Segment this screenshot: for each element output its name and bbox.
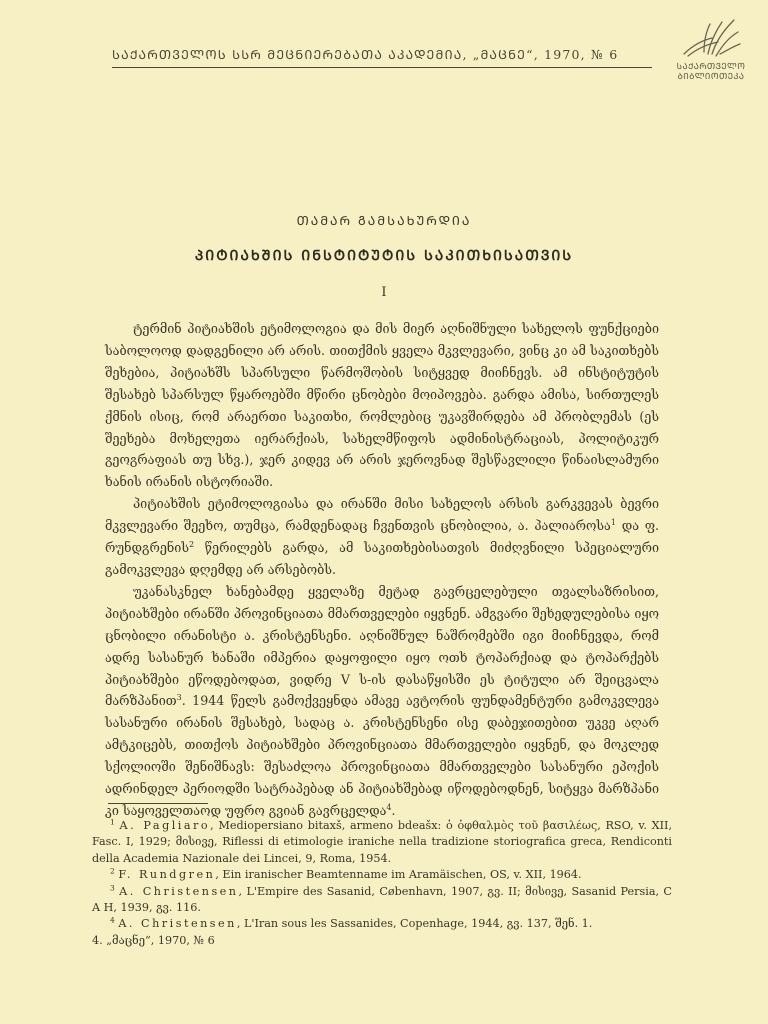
article-body xyxy=(105,318,659,822)
author-name: ᲗᲐᲛᲐᲠ ᲒᲐᲛᲡᲐᲮᲣᲠᲓᲘᲐ xyxy=(296,213,472,228)
footnote-3: $^3$ A. Christensen, L'Empire des Sasanid, Cøbenhavn, 1907, გვ. II; მისივე, Sasanid Persia, C A H, 1939, გვ. 116. xyxy=(92,882,672,915)
paragraph-2: პიტიახშის ეტიმოლოგიასა და ირანში მისი სახელოს არსის გარკვევას ბევრი მკვლევარი შეეხო, თუმცა, რამდენადაც ჩვენთვის ცნობილია, ა. პალიაროსა$^1$ და ფ. რუნდგრენის$^2$ წერილებს გარდა, ამ საკითხებისათვის მიძღვნილი სპეციალური გამოკვლევა დღემდე არ არსებობს. xyxy=(105,496,660,577)
logo-caption: ᲡᲐᲥᲐᲠᲗᲕᲔᲚᲝ ᲑᲘᲑᲚᲘᲝᲗᲔᲙᲐ xyxy=(676,62,746,82)
running-head: ᲡᲐᲥᲐᲠᲗᲕᲔᲚᲝᲡ ᲡᲡᲠ ᲛᲔᲪᲜᲘᲔᲠᲔᲑᲐᲗᲐ ᲐᲙᲐᲓᲔᲛᲘᲐ, „ᲛᲐᲪᲜᲔ“, 1970, № 6 xyxy=(112,47,619,62)
footnote-2: $^2$ F. Rundgren, Ein iranischer Beamtenname im Aramäischen, OS, v. XII, 1964. xyxy=(110,866,582,882)
footnote-rule xyxy=(108,803,208,804)
library-emblem-icon xyxy=(678,14,742,60)
article-title: ᲞᲘᲢᲘᲐᲮᲨᲘᲡ ᲘᲜᲡᲢᲘᲢᲣᲢᲘᲡ ᲡᲐᲙᲘᲗᲮᲘᲡᲐᲗᲕᲘᲡ xyxy=(194,248,574,264)
footnote-ref-3[interactable]: 3 xyxy=(176,693,182,703)
footnote-1: $^1$ A. Pagliaro, Mediopersiano bitaxš, armeno bdeašx: ὁ ὀφθαλμὸς τοῦ βασιλέως, RSO, v. XII, Fasc. I, 1929; მისივე, Riflessi di etimologie iraniche nella tradizione storiografica greca, Rendiconti della Academia Nazionale dei Lincei, 9, Roma, 1954. xyxy=(92,817,672,865)
header-rule xyxy=(112,67,652,68)
library-logo xyxy=(664,14,758,84)
paragraph-3: უკანასკნელ ხანებამდე ყველაზე მეტად გავრცელებული თვალსაზრისით, პიტიახშები ირანში პროვინციათა მმართველები იყვნენ. ამგვარი შეხედულებისა იყო ცნობილი ირანისტი ა. კრისტენსენი. აღნიშნულ ნაშრომებში იგი მიიჩნევდა, რომ ადრე სასანურ ხანაში იმპერია დაყოფილი იყო ოთხ ტოპარქიად და ტოპარქებს პიტიახშები ეწოდებოდათ, ვიდრე V ს-ის დასაწყისში ეს ტიტული არ შეიცვალა მარზპანით$^3$. 1944 წელს გამოქვეყნდა ამავე ავტორის ფუნდამენტური გამოკვლევა სასანური ირანის შესახებ, სადაც ა. კრისტენსენი ისე დაბეჯითებით უკვე აღარ ამტკიცებს, თითქოს პიტიახშები პროვინციათა მმართველები იყვნენ, და მოკლედ სქოლიოში შენიშნავს: შესაძლოა პროვინციათა მმართველები სასანური ეპოქის ადრინდელ პერიოდში სატრაპებად ან პიტიახშებად იწოდებოდნენ, სიტყვა მარზპანი კი საყოველთაოდ უფრო გვიან გავრცელდა$^4$. xyxy=(105,583,659,818)
footnote-ref-4[interactable]: 4 xyxy=(386,802,392,812)
section-number: I xyxy=(381,285,387,300)
paragraph-1: ტერმინ პიტიახშის ეტიმოლოგია და მის მიერ აღნიშნული სახელოს ფუნქციები საბოლოოდ დადგენილი არ არის. თითქმის ყველა მკვლევარი, ვინც კი ამ საკითხებს შეხებია, პიტიახშს სპარსული წარმოშობის სიტყვედ მიიჩნევს. ამ ინსტიტუტის შესახებ სპარსულ წყაროებში მწირი ცნობები მოიპოვება. გარდა ამისა, სირთულეს ქმნის ისიც, რომ არაერთი საკითხი, რომლებიც უკავშირდება ამ პრობლემას (ეს შეეხება მოხელეთა იერარქიას, სახელმწიფოს ადმინისტრაციას, პოლიტიკურ გეოგრაფიას თუ სხვ.), ჯერ კიდევ არ არის ჯეროვნად შესწავლილი წინაისლამური ხანის ირანის ისტორიაში. xyxy=(105,321,659,490)
footnote-ref-1[interactable]: 1 xyxy=(610,517,616,527)
footnotes xyxy=(92,818,672,949)
page-mark: 4. „მაცნე“, 1970, № 6 xyxy=(92,933,215,947)
footnote-4: $^4$ A. Christensen, L'Iran sous les Sassanides, Copenhage, 1944, გვ. 137, შენ. 1. xyxy=(110,915,593,931)
footnote-ref-2[interactable]: 2 xyxy=(188,539,195,549)
